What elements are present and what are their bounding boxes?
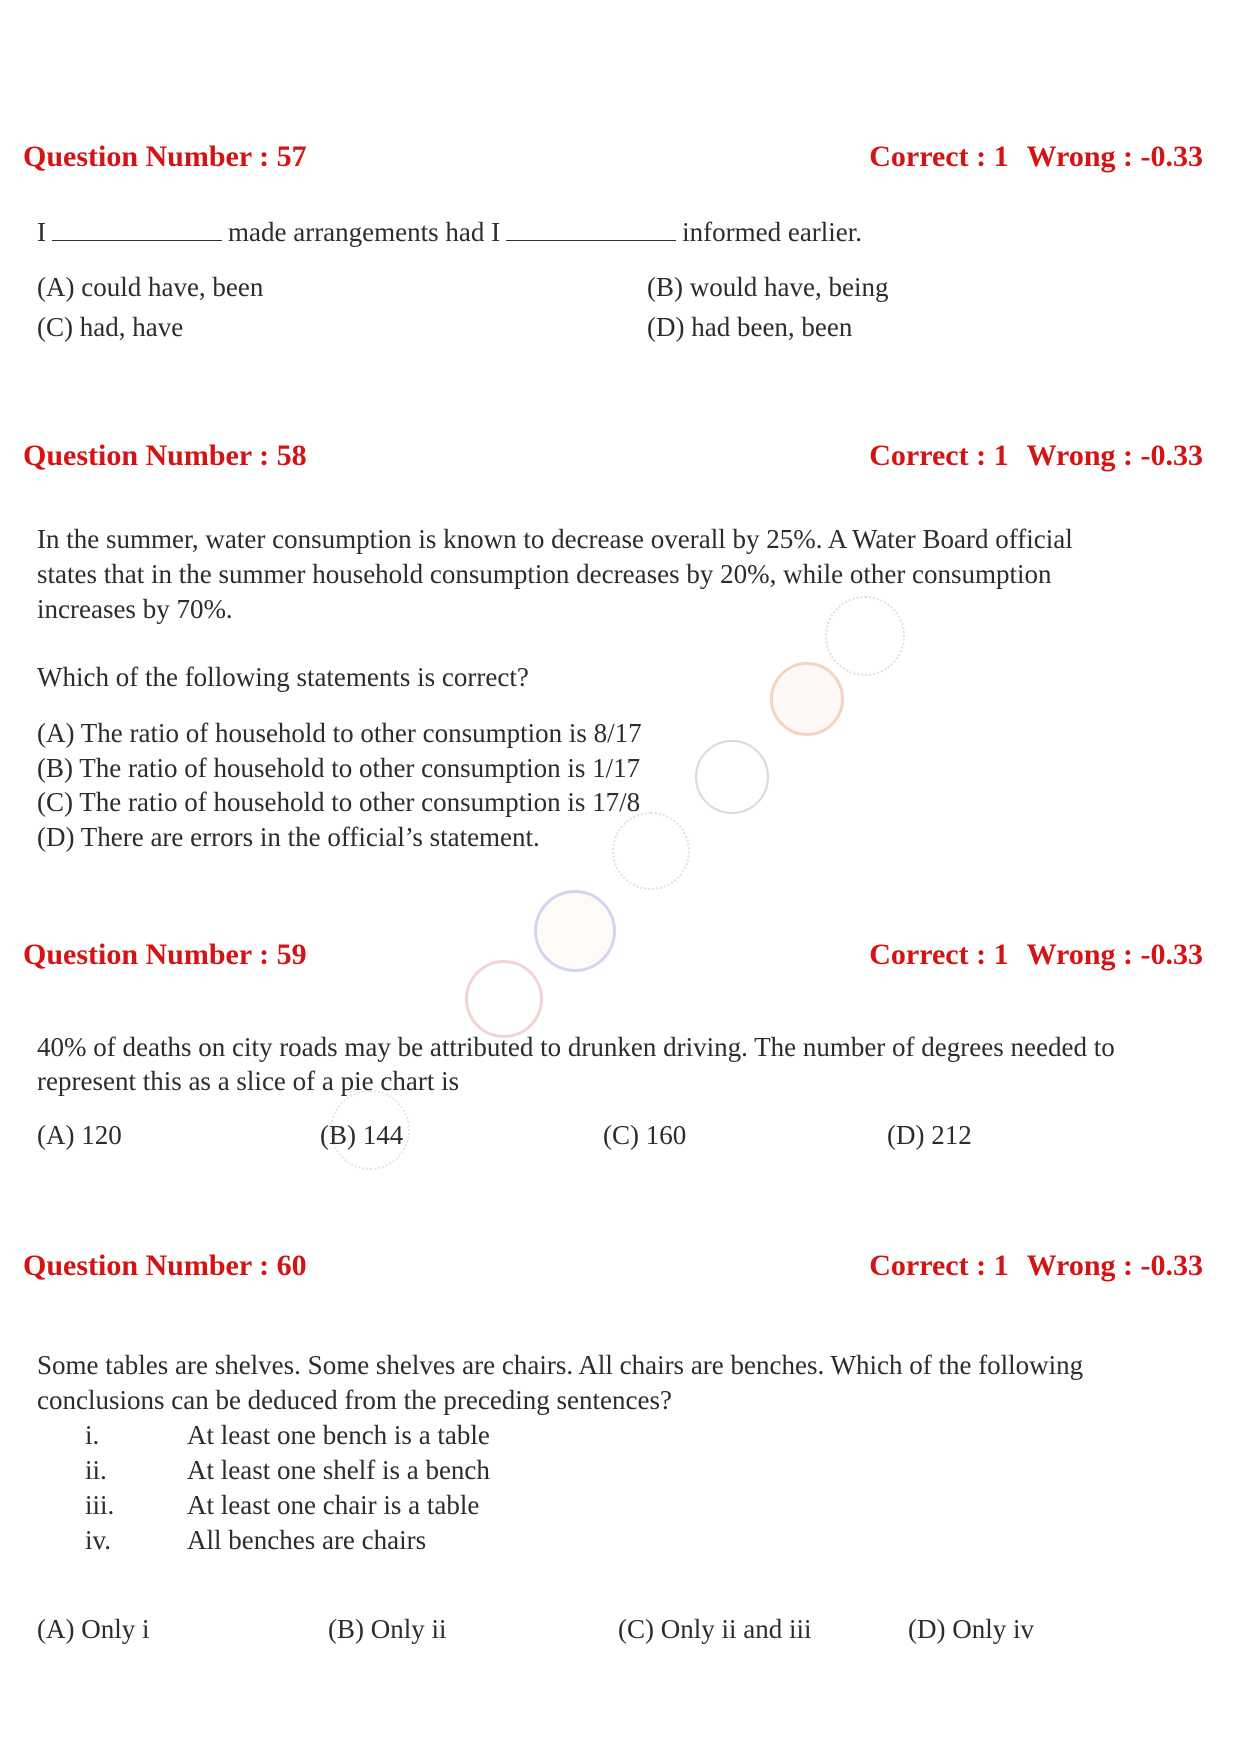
question-text-line: Some tables are shelves. Some shelves are chairs. All chairs are benches. Which of the following	[37, 1350, 1084, 1380]
question-text-line: represent this as a slice of a pie chart is	[37, 1066, 460, 1096]
question-header-60	[23, 1248, 1203, 1284]
question-title: Question Number : 57	[23, 140, 307, 173]
statement-text: All benches are chairs	[187, 1525, 427, 1555]
watermark-seal	[612, 812, 690, 890]
statement-text: At least one chair is a table	[187, 1490, 480, 1520]
question-prompt: Which of the following statements is correct?	[37, 662, 529, 692]
option-b: (B) Only ii	[328, 1614, 447, 1644]
wrong-marks: Wrong : -0.33	[1026, 140, 1203, 173]
option-a: (A) 120	[37, 1120, 122, 1150]
option-a: (A) The ratio of household to other consumption is 8/17	[37, 718, 642, 748]
statement-number: ii.	[85, 1455, 107, 1485]
correct-marks: Correct : 1	[869, 140, 1009, 173]
question-text-line: increases by 70%.	[37, 594, 233, 624]
option-a: (A) could have, been	[37, 272, 264, 302]
marking-scheme	[869, 438, 1203, 474]
statement-text: At least one shelf is a bench	[187, 1455, 490, 1485]
option-d: (D) There are errors in the official’s statement.	[37, 822, 540, 852]
question-header-59	[23, 937, 1203, 973]
option-d: (D) 212	[887, 1120, 972, 1150]
correct-marks: Correct : 1	[869, 938, 1009, 971]
option-d: (D) Only iv	[908, 1614, 1034, 1644]
option-b: (B) 144	[320, 1120, 404, 1150]
option-c: (C) Only ii and iii	[618, 1614, 812, 1644]
stem-part: made arrangements had I	[228, 217, 501, 247]
wrong-marks: Wrong : -0.33	[1026, 1249, 1203, 1282]
marking-scheme	[869, 937, 1203, 973]
correct-marks: Correct : 1	[869, 439, 1009, 472]
question-text-line: In the summer, water consumption is known to decrease overall by 25%. A Water Board official	[37, 524, 1073, 554]
question-title: Question Number : 59	[23, 938, 307, 971]
question-text-line: states that in the summer household consumption decreases by 20%, while other consumption	[37, 559, 1052, 589]
watermark-seal	[695, 740, 769, 814]
stem-part: informed earlier.	[682, 217, 863, 247]
wrong-marks: Wrong : -0.33	[1026, 439, 1203, 472]
question-text-line: 40% of deaths on city roads may be attributed to drunken driving. The number of degrees needed to	[37, 1032, 1115, 1062]
marking-scheme	[869, 1248, 1203, 1284]
statement-number: i.	[85, 1420, 100, 1450]
question-title: Question Number : 58	[23, 439, 307, 472]
option-c: (C) had, have	[37, 312, 184, 342]
fill-blank	[52, 214, 222, 241]
correct-marks: Correct : 1	[869, 1249, 1009, 1282]
option-c: (C) The ratio of household to other consumption is 17/8	[37, 787, 641, 817]
question-header-57	[23, 139, 1203, 175]
marking-scheme	[869, 139, 1203, 175]
question-stem	[37, 214, 862, 250]
question-header-58	[23, 438, 1203, 474]
statement-number: iii.	[85, 1490, 115, 1520]
question-title: Question Number : 60	[23, 1249, 307, 1282]
option-b: (B) would have, being	[647, 272, 889, 302]
option-d: (D) had been, been	[647, 312, 853, 342]
option-c: (C) 160	[603, 1120, 687, 1150]
fill-blank	[506, 214, 676, 241]
watermark-seal	[770, 662, 844, 736]
wrong-marks: Wrong : -0.33	[1026, 938, 1203, 971]
statement-number: iv.	[85, 1525, 111, 1555]
option-b: (B) The ratio of household to other consumption is 1/17	[37, 753, 641, 783]
stem-part: I	[37, 217, 46, 247]
option-a: (A) Only i	[37, 1614, 150, 1644]
question-text-line: conclusions can be deduced from the preceding sentences?	[37, 1385, 672, 1415]
statement-text: At least one bench is a table	[187, 1420, 490, 1450]
watermark-seal	[825, 596, 905, 676]
